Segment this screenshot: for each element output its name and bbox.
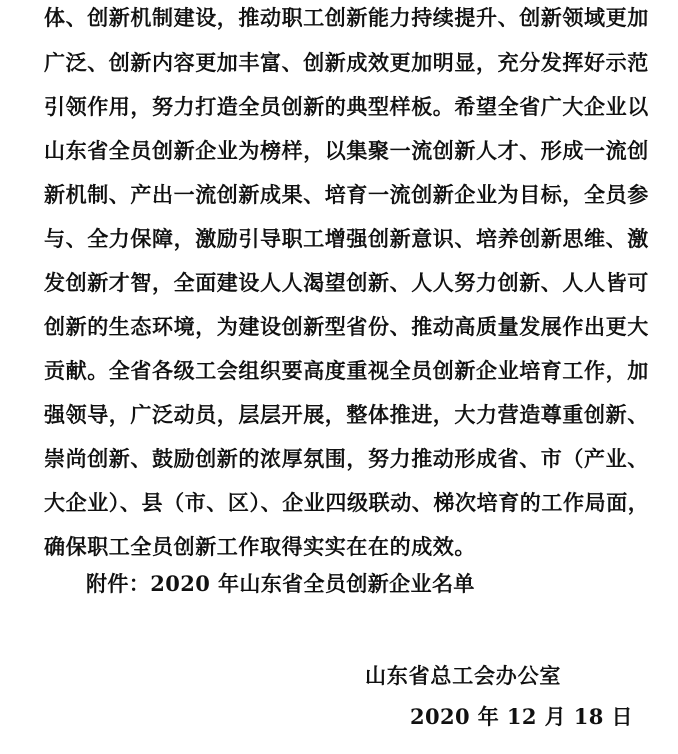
body-line: 强领导，广泛动员，层层开展，整体推进，大力营造尊重创新、 xyxy=(44,402,649,427)
body-line: 引领作用，努力打造全员创新的典型样板。希望全省广大企业以 xyxy=(44,94,649,119)
body-line: 新机制、产出一流创新成果、培育一流创新企业为目标，全员参 xyxy=(44,182,649,207)
body-line: 创新的生态环境，为建设创新型省份、推动高质量发展作出更大 xyxy=(44,314,649,339)
body-line: 确保职工全员创新工作取得实实在在的成效。 xyxy=(44,534,476,559)
body-line: 体、创新机制建设，推动职工创新能力持续提升、创新领域更加 xyxy=(44,5,649,30)
body-line: 发创新才智，全面建设人人渴望创新、人人努力创新、人人皆可 xyxy=(44,270,649,295)
body-line: 大企业）、县（市、区）、企业四级联动、梯次培育的工作局面， xyxy=(44,490,650,515)
issue-date: 2020 年 12 月 18 日 xyxy=(410,704,633,729)
body-line: 贡献。全省各级工会组织要高度重视全员创新企业培育工作，加 xyxy=(44,358,649,383)
body-line: 山东省全员创新企业为榜样，以集聚一流创新人才、形成一流创 xyxy=(44,138,649,163)
body-line: 与、全力保障，激励引导职工增强创新意识、培养创新思维、激 xyxy=(44,226,649,251)
issuer-signature: 山东省总工会办公室 xyxy=(365,663,562,688)
body-line: 崇尚创新、鼓励创新的浓厚氛围，努力推动形成省、市（产业、 xyxy=(44,446,649,471)
body-line: 广泛、创新内容更加丰富、创新成效更加明显，充分发挥好示范 xyxy=(44,50,649,75)
attachment-note: 附件：2020 年山东省全员创新企业名单 xyxy=(86,571,475,596)
